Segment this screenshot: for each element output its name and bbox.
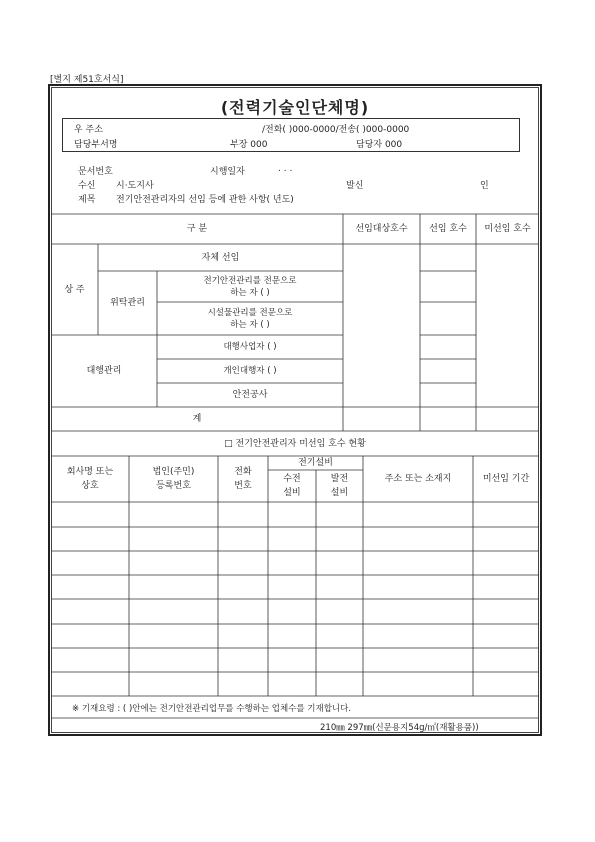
subject-label: 제목 — [78, 195, 96, 205]
agency-business-label: 대행사업자 ( ) — [223, 342, 277, 352]
consign-facility-specialist: 시설물관리를 전문으로 하는 자 ( ) — [207, 307, 293, 330]
seal-mark: 인 — [480, 181, 489, 191]
form-number-label: [별지 제51호서식] — [50, 75, 124, 85]
individual-agent-label: 개인대행자 ( ) — [223, 366, 277, 376]
phone-fax-text: /전화( )000-0000/전송( )000-0000 — [262, 125, 410, 135]
col-generating-equipment: 발전 설비 — [330, 474, 349, 498]
footnote: ※ 기재요령 : ( )안에는 전기안전관리업무를 수행하는 업체수를 기재합니다. — [72, 704, 352, 714]
organization-title: (전력기술인단체명) — [220, 98, 370, 117]
total-label: 계 — [192, 414, 202, 424]
person-in-charge-text: 담당자 000 — [356, 140, 403, 150]
issue-date-dots: . . . — [278, 164, 293, 174]
recipient-label: 수신 — [78, 181, 96, 191]
col-address: 주소 또는 소재지 — [384, 474, 452, 484]
col-registration-number: 법인(주민) 등록번호 — [152, 467, 195, 491]
col-receiving-equipment: 수전 설비 — [283, 474, 301, 498]
header-target-count: 선임대상호수 — [355, 224, 408, 234]
issue-date-label: 시행일자 — [210, 167, 245, 177]
paper-spec: 210㎜ 297㎜(신문용지54g/㎡(재활용품)) — [320, 723, 479, 733]
col-company-name: 회사명 또는 상호 — [66, 467, 114, 491]
consignment-label: 위탁관리 — [110, 298, 145, 308]
department-label: 담당부서명 — [74, 140, 118, 150]
col-unappointed-period: 미선임 기간 — [482, 474, 530, 484]
recipient-value: 시·도지사 — [116, 181, 154, 191]
self-appointment-label: 자체 선임 — [201, 252, 240, 263]
resident-label: 상 주 — [64, 284, 85, 295]
col-phone-number: 전화 번호 — [234, 467, 252, 491]
consign-electrical-specialist: 전기안전관리를 전문으로 하는 자 ( ) — [203, 275, 297, 298]
unappointed-status-caption: □ 전기안전관리자 미선임 호수 현황 — [224, 438, 366, 449]
header-appointed-count: 선임 호수 — [429, 224, 467, 234]
sender-label: 발신 — [346, 181, 364, 191]
header-category: 구 분 — [186, 224, 208, 234]
col-electrical-equipment: 전기설비 — [298, 458, 333, 468]
address-label: 우 주소 — [74, 125, 103, 135]
header-not-appointed-count: 미선임 호수 — [484, 224, 531, 234]
manager-text: 부장 000 — [230, 140, 268, 150]
safety-corporation-label: 안전공사 — [232, 390, 268, 400]
agency-management-label: 대행관리 — [86, 366, 122, 376]
doc-number-label: 문서번호 — [78, 167, 113, 177]
subject-value: 전기안전관리자의 선임 등에 관한 사항( 년도) — [116, 195, 294, 205]
